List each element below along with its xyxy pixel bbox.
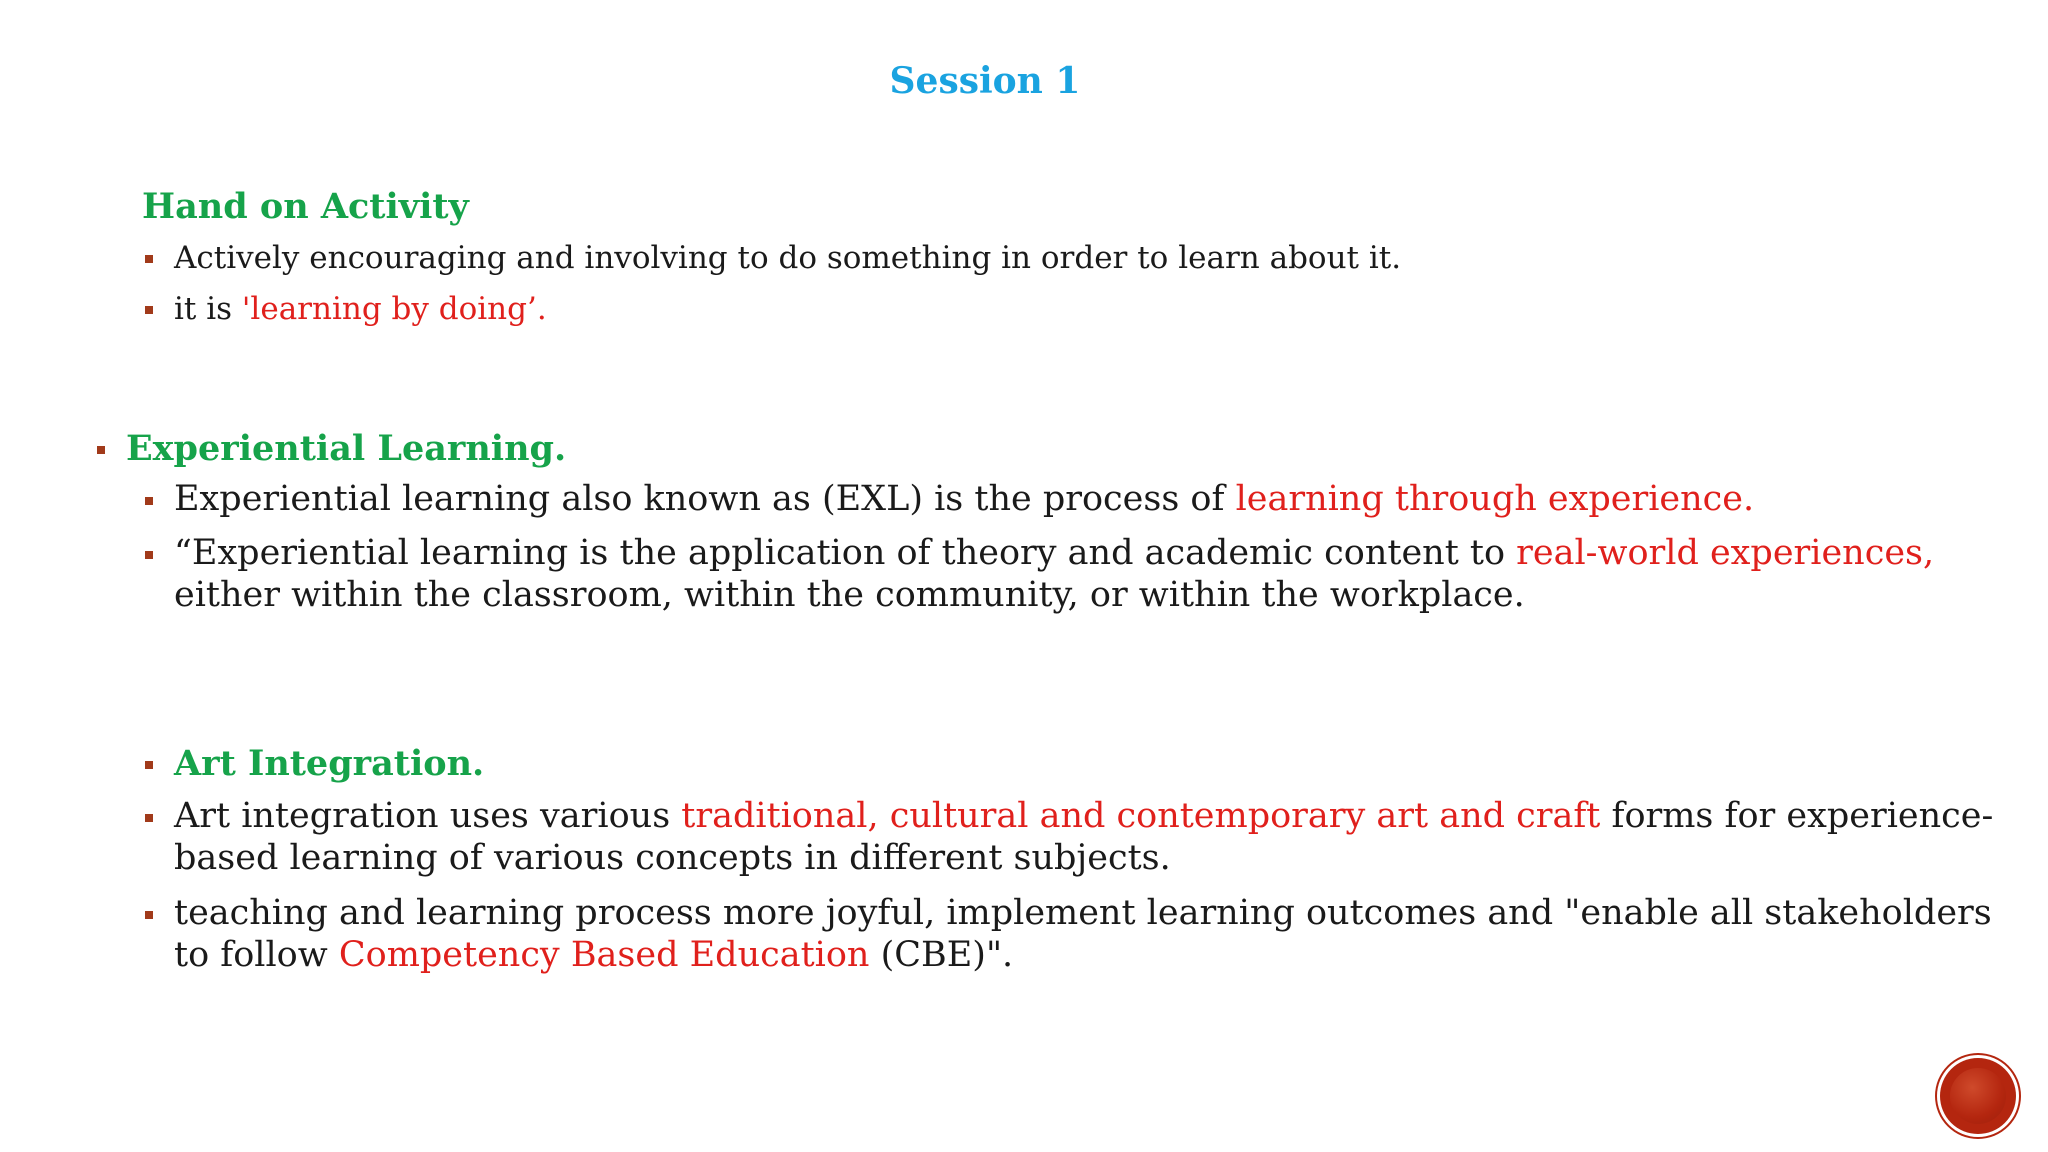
experiential-bullet-2-line-1 <box>174 533 1934 573</box>
art-bullet-2-prefix: to follow <box>174 935 339 975</box>
art-bullet-1-suffix: forms for experience- <box>1600 796 1994 836</box>
experiential-bullet-1 <box>174 479 1754 519</box>
hands-on-bullet-1: Actively encouraging and involving to do something in order to learn about it. <box>174 240 1402 276</box>
heading-art-integration: Art Integration. <box>174 743 485 784</box>
hands-on-bullet-2-prefix: it is <box>174 291 242 327</box>
bullet-icon <box>145 911 153 919</box>
heading-hands-on: Hand on Activity <box>142 186 469 227</box>
slide-nav-circle-inner <box>1950 1068 2006 1124</box>
bullet-icon <box>145 814 153 822</box>
bullet-icon <box>145 497 153 505</box>
experiential-bullet-2-highlight: real-world experiences, <box>1516 533 1935 573</box>
bullet-icon <box>145 761 153 769</box>
art-bullet-1-prefix: Art integration uses various <box>174 796 682 836</box>
hands-on-bullet-2 <box>174 291 547 327</box>
bullet-icon <box>145 306 153 314</box>
bullet-icon <box>145 255 153 263</box>
art-bullet-1-highlight: traditional, cultural and contemporary art and craft <box>681 796 1601 836</box>
art-bullet-1-line-2: based learning of various concepts in different subjects. <box>174 838 1171 878</box>
art-bullet-2-line-1: teaching and learning process more joyful, implement learning outcomes and "enable all stakeholders <box>174 893 1992 933</box>
experiential-bullet-2-prefix: “Experiential learning is the application of theory and academic content to <box>174 533 1517 573</box>
art-bullet-2-suffix: (CBE)". <box>869 935 1014 975</box>
bullet-icon <box>145 551 153 559</box>
experiential-bullet-1-highlight: learning through experience. <box>1235 479 1755 519</box>
art-bullet-2-line-2 <box>174 935 1013 975</box>
heading-experiential: Experiential Learning. <box>126 428 567 469</box>
slide-nav-circle-icon[interactable] <box>1940 1058 2016 1134</box>
bullet-icon <box>97 446 105 454</box>
experiential-bullet-2-line-2: either within the classroom, within the community, or within the workplace. <box>174 575 1525 615</box>
experiential-bullet-1-prefix: Experiential learning also known as (EXL) is the process of <box>174 479 1236 519</box>
art-bullet-1-line-1 <box>174 796 1993 836</box>
art-bullet-2-highlight: Competency Based Education <box>338 935 870 975</box>
slide-title: Session 1 <box>889 60 1081 102</box>
hands-on-bullet-2-highlight: 'learning by doing’. <box>241 291 547 327</box>
